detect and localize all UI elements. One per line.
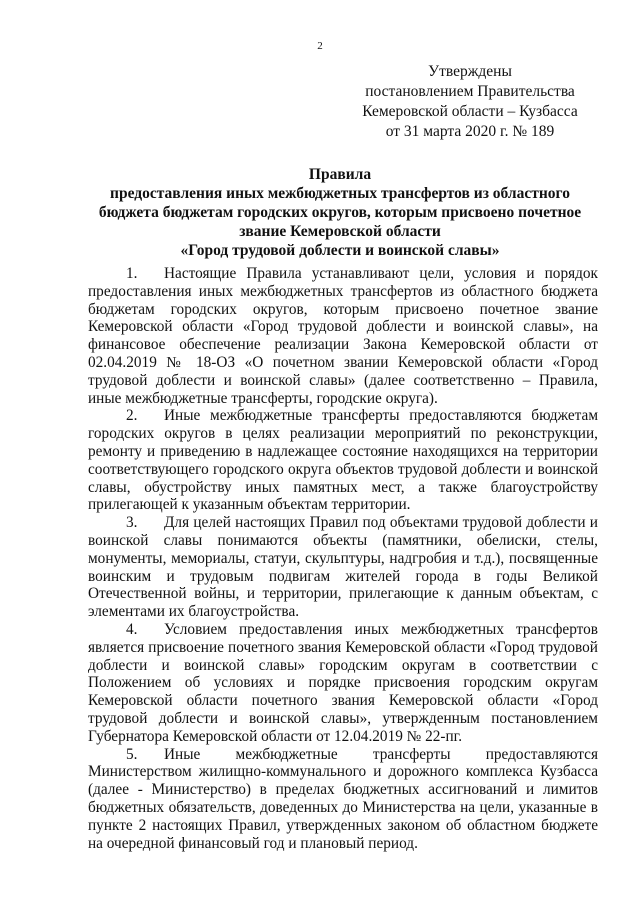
document-body [88,265,598,852]
paragraph-text: Иные межбюджетные трансферты предоставляются бюджетам городских округов в целях реализации мероприятий по реконструкции, ремонту и приведению в надлежащее состояние находящихся на территории соответствующего городского округа объектов трудовой доблести и воинской славы, обустройству иных памятных мест, а также благоустройству прилегающей к указанным объектам территории. [88,407,598,514]
paragraph-text: Условием предоставления иных межбюджетных трансфертов является присвоение почетного звания Кемеровской области «Город трудовой доблести и воинской славы» городским округам в соответствии с Положением об условиях и порядке присвоения городским округам Кемеровской области почетного звания Кемеровской области «Город трудовой доблести и воинской славы», утвержденным постановлением Губернатора Кемеровской области от 12.04.2019 № 22-пг. [88,620,598,745]
paragraph-4 [88,621,598,746]
approval-line: постановлением Правительства [365,83,575,100]
paragraph-number: 1. [126,265,138,282]
title-line: звание Кемеровской области [239,223,441,240]
paragraph-number: 2. [126,407,138,425]
approval-line: от 31 марта 2020 г. № 189 [385,123,555,140]
paragraph-number: 5. [126,745,138,763]
approval-line: Кемеровской области – Кузбасса [362,103,578,120]
title-line: предоставления иных межбюджетных трансфертов из областного [110,185,570,202]
page-number: 2 [317,40,323,52]
paragraph-text: Иные межбюджетные трансферты предоставляются Министерством жилищно-коммунального и дорожного комплекса Кузбасса (далее - Министерство) в пределах бюджетных ассигнований и лимитов бюджетных обязательств, доведенных до Министерства на цели, указанные в пункте 2 настоящих Правил, утвержденных законом об областном бюджете на очередной финансовый год и плановый период. [88,745,598,852]
approval-block [340,62,600,142]
paragraph-2 [88,407,598,514]
approval-line: Утверждены [428,63,512,80]
paragraph-text: Для целей настоящих Правил под объектами трудовой доблести и воинской славы понимаются объекты (памятники, обелиски, стелы, монументы, мемориалы, статуи, скульптуры, надгробия и т.д.), посвященные воинским и трудовым подвигам жителей города в годы Великой Отечественной войны, и территории, прилегающие к данным объектам, с элементами их благоустройства. [88,514,598,621]
title-line: Правила [308,166,372,183]
title-line: «Город трудовой доблести и воинской славы» [180,242,500,259]
paragraph-number: 3. [126,514,138,532]
paragraph-text: Настоящие Правила устанавливают цели, условия и порядок предоставления иных межбюджетных трансфертов из областного бюджета бюджетам городских округов, которым присвоено почетное звание Кемеровской области «Город трудовой доблести и воинской славы», на финансовое обеспечение реализации Закона Кемеровской области от 02.04.2019 № 18-ОЗ «О почетном звании Кемеровской области «Город трудовой доблести и воинской славы» (далее соответственно – Правила, иные межбюджетные трансферты, городские округа). [88,265,598,407]
document-title [70,165,610,260]
title-line: бюджета бюджетам городских округов, которым присвоено почетное [98,204,582,221]
paragraph-3 [88,514,598,621]
paragraph-1 [88,265,598,407]
paragraph-number: 4. [126,620,138,638]
paragraph-5 [88,746,598,853]
